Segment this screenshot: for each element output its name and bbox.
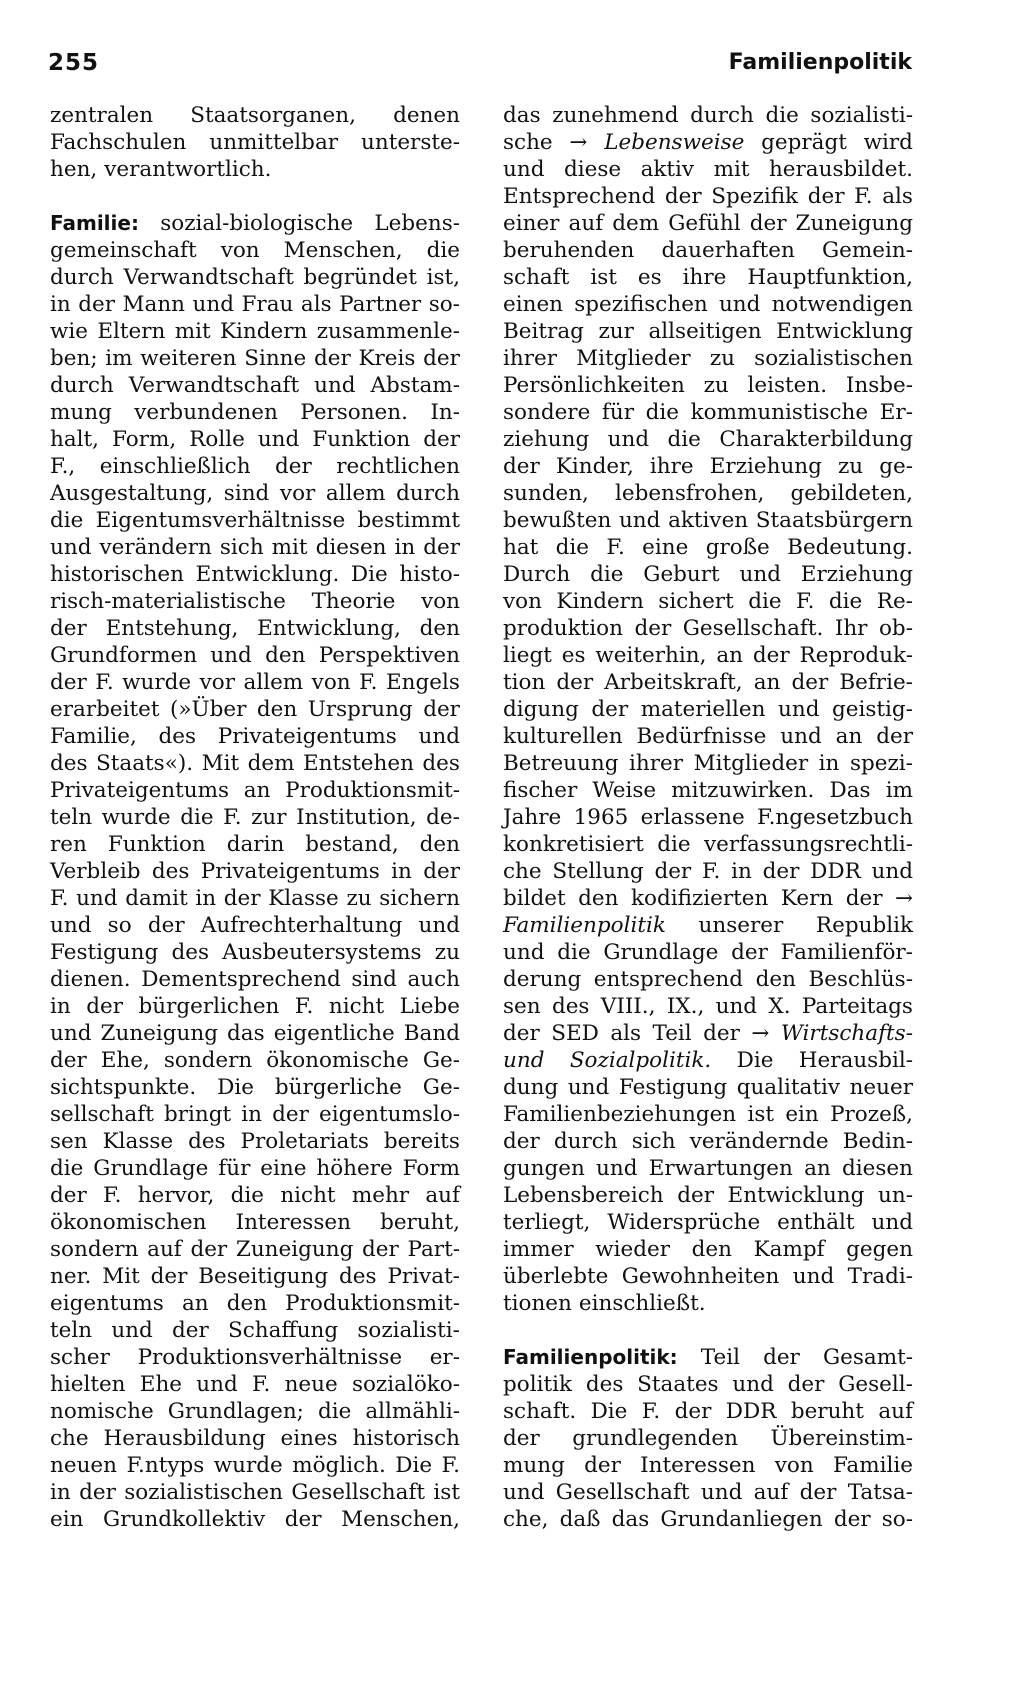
page-header — [48, 50, 912, 80]
text-line: bildet den kodifizierten Kern der → — [503, 886, 913, 911]
text-line: sen Klasse des Proletariats bereits — [50, 1129, 460, 1154]
text-line: Grundformen und den Perspektiven — [50, 643, 460, 668]
text-line: che, daß das Grundanliegen der so- — [503, 1507, 913, 1532]
text-line: in der sozialistischen Gesellschaft ist — [50, 1480, 460, 1505]
text-line: Familie: sozial-biologische Lebens- — [50, 211, 460, 236]
left-column — [50, 102, 460, 1533]
text-line: ren Funktion darin bestand, den — [50, 832, 460, 857]
text-line: bewußten und aktiven Staatsbürgern — [503, 508, 913, 533]
text-line: Privateigentums an Produktionsmit- — [50, 778, 460, 803]
text-line: Fachschulen unmittelbar unterste- — [50, 130, 460, 155]
text-line: in der bürgerlichen F. nicht Liebe — [50, 994, 460, 1019]
text-line: sche → Lebensweise geprägt wird — [503, 130, 913, 155]
text-line: ein Grundkollektiv der Menschen, — [50, 1507, 460, 1532]
text-line: gungen und Erwartungen an diesen — [503, 1156, 913, 1181]
text-line: sen des VIII., IX., und X. Parteitags — [503, 994, 913, 1019]
text-line: der SED als Teil der → Wirtschafts- — [503, 1021, 913, 1046]
text-line: dienen. Dementsprechend sind auch — [50, 967, 460, 992]
text-line: tionen einschließt. — [503, 1291, 706, 1316]
text-line: Entsprechend der Spezifik der F. als — [503, 184, 913, 209]
paragraph-gap — [503, 1317, 913, 1344]
text-line: zentralen Staatsorganen, denen — [50, 103, 460, 128]
text-line: Familienbeziehungen ist ein Prozeß, — [503, 1102, 913, 1127]
text-line: einer auf dem Gefühl der Zuneigung — [503, 211, 913, 236]
running-head: Familienpolitik — [728, 50, 912, 75]
text-line: sichtspunkte. Die bürgerliche Ge- — [50, 1075, 460, 1100]
text-line: liegt es weiterhin, an der Reproduk- — [503, 643, 913, 668]
text-line: hat die F. eine große Bedeutung. — [503, 535, 913, 560]
text-line: und die Grundlage der Familienför- — [503, 940, 913, 965]
text-line: terliegt, Widersprüche enthält und — [503, 1210, 913, 1235]
text-line: politik des Staates und der Gesell- — [503, 1372, 913, 1397]
text-line: durch Verwandtschaft begründet ist, — [50, 265, 460, 290]
paragraph-gap — [50, 183, 460, 210]
text-line: neuen F.ntyps wurde möglich. Die F. — [50, 1453, 460, 1478]
text-line: Familienpolitik: Teil der Gesamt- — [503, 1345, 913, 1370]
text-line: tion der Arbeitskraft, an der Befrie- — [503, 670, 913, 695]
text-line: der Kinder, ihre Erziehung zu ge- — [503, 454, 913, 479]
text-line: ner. Mit der Beseitigung des Privat- — [50, 1264, 460, 1289]
text-line: derung entsprechend den Beschlüs- — [503, 967, 913, 992]
text-line: produktion der Gesellschaft. Ihr ob- — [503, 616, 913, 641]
text-line: sunden, lebensfrohen, gebildeten, — [503, 481, 913, 506]
text-line: ziehung und die Charakterbildung — [503, 427, 913, 452]
page-number: 255 — [48, 50, 100, 76]
text-line: der grundlegenden Übereinstim- — [503, 1426, 913, 1451]
text-line: gemeinschaft von Menschen, die — [50, 238, 460, 263]
text-line: Persönlichkeiten zu leisten. Insbe- — [503, 373, 913, 398]
text-line: che Herausbildung eines historisch — [50, 1426, 460, 1451]
text-line: das zunehmend durch die sozialisti- — [503, 103, 913, 128]
text-line: immer wieder den Kampf gegen — [503, 1237, 913, 1262]
text-line: Durch die Geburt und Erziehung — [503, 562, 913, 587]
text-line: erarbeitet (»Über den Ursprung der — [50, 697, 460, 722]
text-line: kulturellen Bedürfnisse und an der — [503, 724, 913, 749]
text-line: ihrer Mitglieder zu sozialistischen — [503, 346, 913, 371]
text-line: sondere für die kommunistische Er- — [503, 400, 913, 425]
text-line: nomische Grundlagen; die allmähli- — [50, 1399, 460, 1424]
text-line: ökonomischen Interessen beruht, — [50, 1210, 460, 1235]
text-line: Jahre 1965 erlassene F.ngesetzbuch — [503, 805, 913, 830]
text-line: der Entstehung, Entwicklung, den — [50, 616, 460, 641]
text-line: eigentums an den Produktionsmit- — [50, 1291, 460, 1316]
text-line: che Stellung der F. in der DDR und — [503, 859, 913, 884]
text-line: die Eigentumsverhältnisse bestimmt — [50, 508, 460, 533]
text-line: sondern auf der Zuneigung der Part- — [50, 1237, 460, 1262]
text-line: mung der Interessen von Familie — [503, 1453, 913, 1478]
text-line: die Grundlage für eine höhere Form — [50, 1156, 460, 1181]
text-line: halt, Form, Rolle und Funktion der — [50, 427, 460, 452]
text-line: teln wurde die F. zur Institution, de- — [50, 805, 460, 830]
text-line: und Sozialpolitik. Die Herausbil- — [503, 1048, 913, 1073]
text-line: Ausgestaltung, sind vor allem durch — [50, 481, 460, 506]
text-line: mung verbundenen Personen. In- — [50, 400, 460, 425]
text-line: von Kindern sichert die F. die Re- — [503, 589, 913, 614]
text-line: beruhenden dauerhaften Gemein- — [503, 238, 913, 263]
text-line: des Staats«). Mit dem Entstehen des — [50, 751, 460, 776]
text-line: teln und der Schaffung sozialisti- — [50, 1318, 460, 1343]
text-line: durch Verwandtschaft und Abstam- — [50, 373, 460, 398]
text-line: sellschaft bringt in der eigentumslo- — [50, 1102, 460, 1127]
text-line: und so der Aufrechterhaltung und — [50, 913, 460, 938]
right-column — [503, 102, 913, 1533]
text-line: risch-materialistische Theorie von — [50, 589, 460, 614]
text-line: überlebte Gewohnheiten und Tradi- — [503, 1264, 913, 1289]
text-line: dung und Festigung qualitativ neuer — [503, 1075, 913, 1100]
text-line: konkretisiert die verfassungsrechtli- — [503, 832, 913, 857]
text-line: hielten Ehe und F. neue sozialöko- — [50, 1372, 460, 1397]
text-line: Lebensbereich der Entwicklung un- — [503, 1183, 913, 1208]
text-line: und diese aktiv mit herausbildet. — [503, 157, 913, 182]
text-line: und Zuneigung das eigentliche Band — [50, 1021, 460, 1046]
text-line: wie Eltern mit Kindern zusammenle- — [50, 319, 460, 344]
text-line: der F. hervor, die nicht mehr auf — [50, 1183, 460, 1208]
text-line: Beitrag zur allseitigen Entwicklung — [503, 319, 913, 344]
text-line: der F. wurde vor allem von F. Engels — [50, 670, 460, 695]
text-line: Familienpolitik unserer Republik — [503, 913, 913, 938]
text-line: scher Produktionsverhältnisse er- — [50, 1345, 460, 1370]
text-line: der Ehe, sondern ökonomische Ge- — [50, 1048, 460, 1073]
text-line: historischen Entwicklung. Die histo- — [50, 562, 460, 587]
text-line: Betreuung ihrer Mitglieder in spezi- — [503, 751, 913, 776]
text-line: digung der materiellen und geistig- — [503, 697, 913, 722]
text-line: einen spezifischen und notwendigen — [503, 292, 913, 317]
text-line: in der Mann und Frau als Partner so- — [50, 292, 460, 317]
text-line: F., einschließlich der rechtlichen — [50, 454, 460, 479]
text-line: hen, verantwortlich. — [50, 157, 272, 182]
text-line: Familie, des Privateigentums und — [50, 724, 460, 749]
text-line: ben; im weiteren Sinne der Kreis der — [50, 346, 460, 371]
text-line: und verändern sich mit diesen in der — [50, 535, 460, 560]
text-line: Festigung des Ausbeutersystems zu — [50, 940, 460, 965]
text-line: schaft ist es ihre Hauptfunktion, — [503, 265, 913, 290]
text-line: der durch sich verändernde Bedin- — [503, 1129, 913, 1154]
text-line: fischer Weise mitzuwirken. Das im — [503, 778, 913, 803]
text-line: und Gesellschaft und auf der Tatsa- — [503, 1480, 913, 1505]
text-line: schaft. Die F. der DDR beruht auf — [503, 1399, 913, 1424]
text-line: Verbleib des Privateigentums in der — [50, 859, 460, 884]
text-line: F. und damit in der Klasse zu sichern — [50, 886, 460, 911]
